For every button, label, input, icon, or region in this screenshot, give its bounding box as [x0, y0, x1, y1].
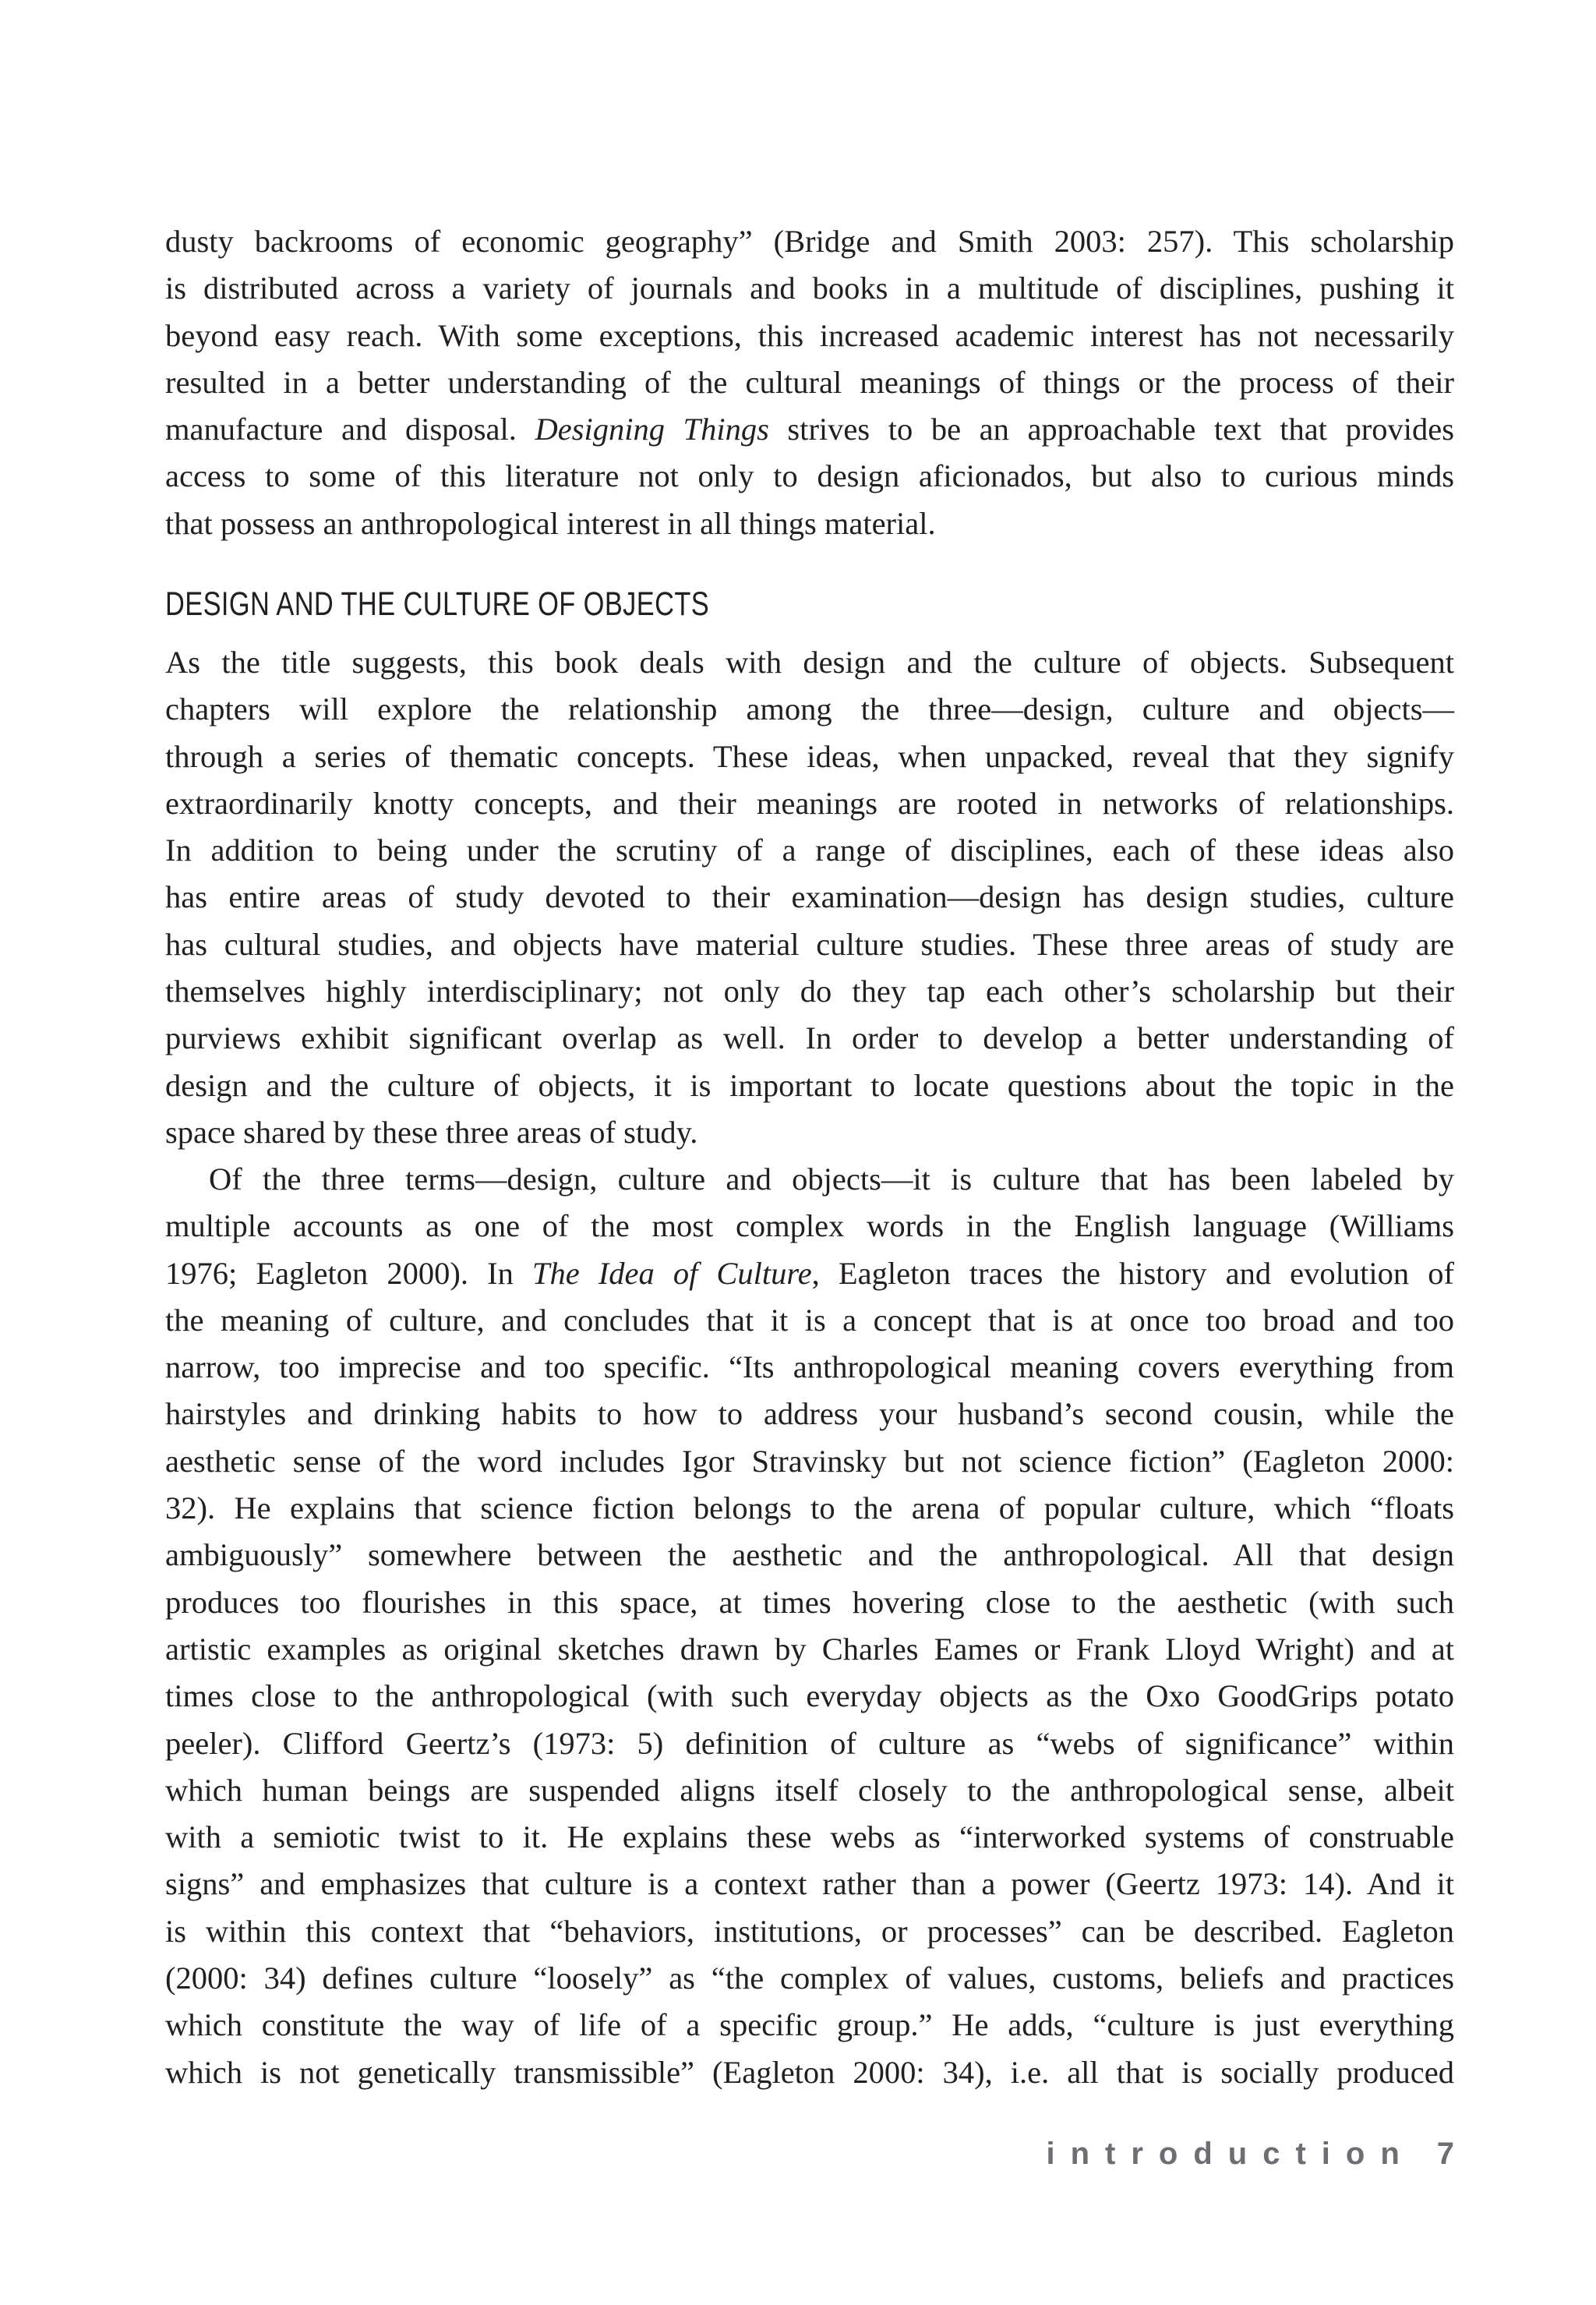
section-heading: DESIGN AND THE CULTURE OF OBJECTS: [165, 585, 710, 623]
text-run: 1976; Eagleton 2000). In: [165, 1255, 532, 1291]
text-line: resulted in a better understanding of the cultural meanings of things or the process of their: [165, 364, 1454, 400]
text-line: peeler). Clifford Geertz’s (1973: 5) definition of culture as “webs of significance” within: [165, 1725, 1454, 1761]
text-line: themselves highly interdisciplinary; not only do they tap each other’s scholarship but their: [165, 974, 1454, 1009]
text-line: [165, 406, 1454, 453]
text-line: 32). He explains that science fiction belongs to the arena of popular culture, which “floats: [165, 1490, 1454, 1526]
text-line: is distributed across a variety of journals and books in a multitude of disciplines, pushing it: [165, 270, 1454, 306]
text-line: multiple accounts as one of the most complex words in the English language (Williams: [165, 1208, 1454, 1244]
text-line: is within this context that “behaviors, institutions, or processes” can be described. Eagleton: [165, 1913, 1454, 1949]
text-line: through a series of thematic concepts. These ideas, when unpacked, reveal that they signify: [165, 738, 1454, 774]
text-line: As the title suggests, this book deals with design and the culture of objects. Subsequent: [165, 645, 1454, 680]
text-line: which human beings are suspended aligns itself closely to the anthropological sense, albeit: [165, 1772, 1454, 1808]
text-line: signs” and emphasizes that culture is a context rather than a power (Geertz 1973: 14). And it: [165, 1866, 1454, 1902]
text-line: which constitute the way of life of a specific group.” He adds, “culture is just everything: [165, 2007, 1454, 2043]
page-number: 7: [1436, 2137, 1454, 2171]
text-line: dusty backrooms of economic geography” (Bridge and Smith 2003: 257). This scholarship: [165, 224, 1454, 259]
running-section-title: introduction: [1046, 2137, 1415, 2171]
book-title-italic: The Idea of Culture: [531, 1255, 812, 1291]
paragraph-3: [165, 1156, 1454, 2096]
text-line: with a semiotic twist to it. He explains these webs as “interworked systems of construable: [165, 1819, 1454, 1855]
text-line: Of the three terms—design, culture and objects—it is culture that has been labeled by: [209, 1161, 1454, 1197]
text-run: manufacture and disposal.: [165, 412, 535, 447]
text-line: which is not genetically transmissible” (Eagleton 2000: 34), i.e. all that is socially produced: [165, 2054, 1454, 2090]
text-line: purviews exhibit significant overlap as well. In order to develop a better understanding of: [165, 1020, 1454, 1056]
text-line: (2000: 34) defines culture “loosely” as “the complex of values, customs, beliefs and practices: [165, 1960, 1454, 1996]
text-line: has entire areas of study devoted to their examination—design has design studies, culture: [165, 879, 1454, 915]
text-line: [165, 1250, 1454, 1297]
paragraph-1: [165, 218, 1454, 547]
text-line: aesthetic sense of the word includes Igor Stravinsky but not science fiction” (Eagleton 2000:: [165, 1443, 1454, 1479]
text-line: times close to the anthropological (with such everyday objects as the Oxo GoodGrips potato: [165, 1678, 1454, 1714]
text-run: strives to be an approachable text that provides: [768, 412, 1454, 447]
page-footer: [1046, 2137, 1454, 2172]
text-line: produces too flourishes in this space, at times hovering close to the aesthetic (with such: [165, 1584, 1454, 1620]
text-line: space shared by these three areas of study.: [165, 1114, 698, 1150]
text-line: ambiguously” somewhere between the aesthetic and the anthropological. All that design: [165, 1537, 1454, 1573]
text-line: artistic examples as original sketches drawn by Charles Eames or Frank Lloyd Wright) and at: [165, 1631, 1454, 1667]
book-title-italic: Designing Things: [535, 412, 769, 447]
text-line: that possess an anthropological interest in all things material.: [165, 505, 936, 541]
text-line: hairstyles and drinking habits to how to address your husband’s second cousin, while the: [165, 1396, 1454, 1432]
text-line: extraordinarily knotty concepts, and their meanings are rooted in networks of relationships.: [165, 785, 1454, 821]
text-line: access to some of this literature not only to design aficionados, but also to curious minds: [165, 458, 1454, 494]
paragraph-2: [165, 639, 1454, 1156]
text-line: beyond easy reach. With some exceptions, this increased academic interest has not necessarily: [165, 317, 1454, 353]
text-line: In addition to being under the scrutiny of a range of disciplines, each of these ideas also: [165, 833, 1454, 868]
text-line: chapters will explore the relationship among the three—design, culture and objects—: [165, 691, 1454, 727]
text-line: has cultural studies, and objects have material culture studies. These three areas of study are: [165, 926, 1454, 962]
text-line: narrow, too imprecise and too specific. “Its anthropological meaning covers everything from: [165, 1349, 1454, 1385]
text-line: design and the culture of objects, it is important to locate questions about the topic in the: [165, 1067, 1454, 1103]
text-run: , Eagleton traces the history and evolution of: [811, 1255, 1454, 1291]
text-line: the meaning of culture, and concludes that it is a concept that is at once too broad and too: [165, 1302, 1454, 1338]
